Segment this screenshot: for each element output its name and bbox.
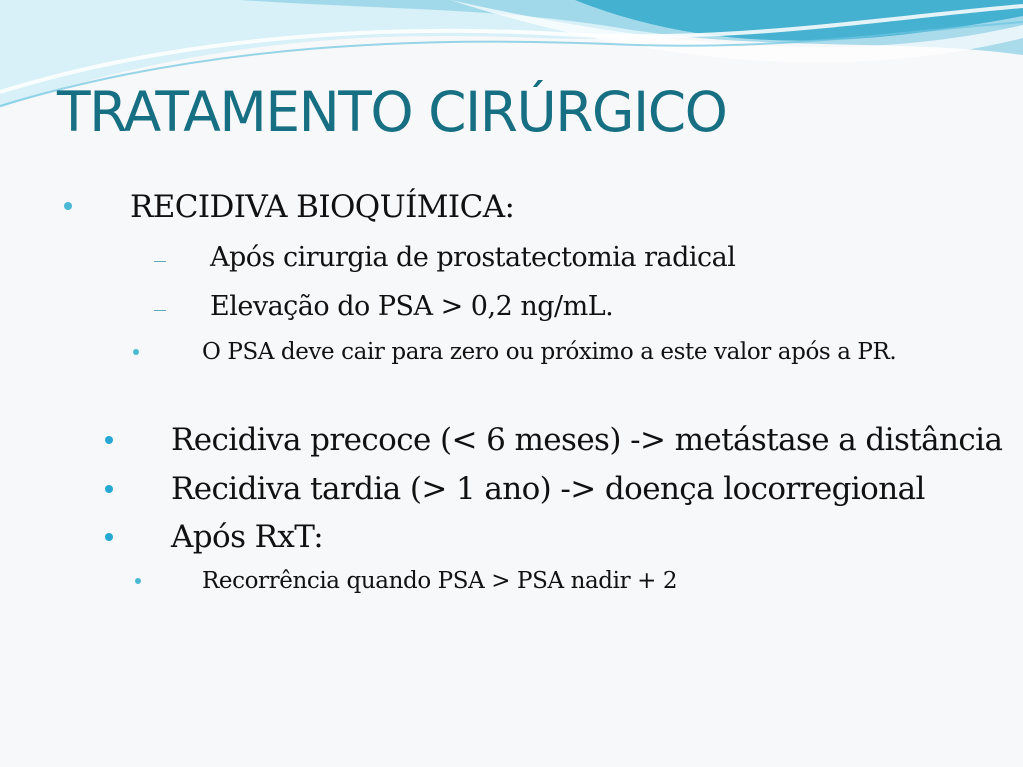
slide-title: TRATAMENTO CIRÚRGICO (57, 80, 727, 144)
dash-marker (154, 261, 166, 262)
subitem-elevacao-psa (154, 289, 674, 325)
detail-psa-deve-cair (133, 337, 978, 367)
bullet-dot (105, 533, 113, 541)
subitem-text: Após cirurgia de prostatectomia radical (210, 242, 736, 273)
bullet-dot (105, 485, 113, 493)
bullet-recidiva-bioquimica (61, 187, 621, 227)
bullet-apos-rxt (105, 517, 365, 557)
bullet-recidiva-tardia (105, 469, 925, 509)
detail-text: O PSA deve cair para zero ou próximo a este valor após a PR. (202, 339, 897, 365)
bullet-dot (105, 436, 113, 444)
bullet-text: Recidiva tardia (> 1 ano) -> doença locorregional (171, 471, 925, 507)
bullet-text: RECIDIVA BIOQUÍMICA: (130, 189, 515, 225)
bullet-text: Recidiva precoce (< 6 meses) -> metástase a distância (171, 422, 1003, 458)
bullet-dot (64, 202, 72, 210)
bullet-dot (135, 578, 141, 584)
detail-text: Recorrência quando PSA > PSA nadir + 2 (202, 568, 678, 594)
bullet-recidiva-precoce (105, 420, 1003, 460)
bullet-psa-nadir (135, 566, 755, 596)
bullet-dot (133, 349, 139, 355)
bullet-text: Após RxT: (171, 519, 324, 555)
dash-marker (154, 310, 166, 311)
subitem-text: Elevação do PSA > 0,2 ng/mL. (210, 291, 614, 322)
subitem-apos-cirurgia (154, 240, 804, 276)
